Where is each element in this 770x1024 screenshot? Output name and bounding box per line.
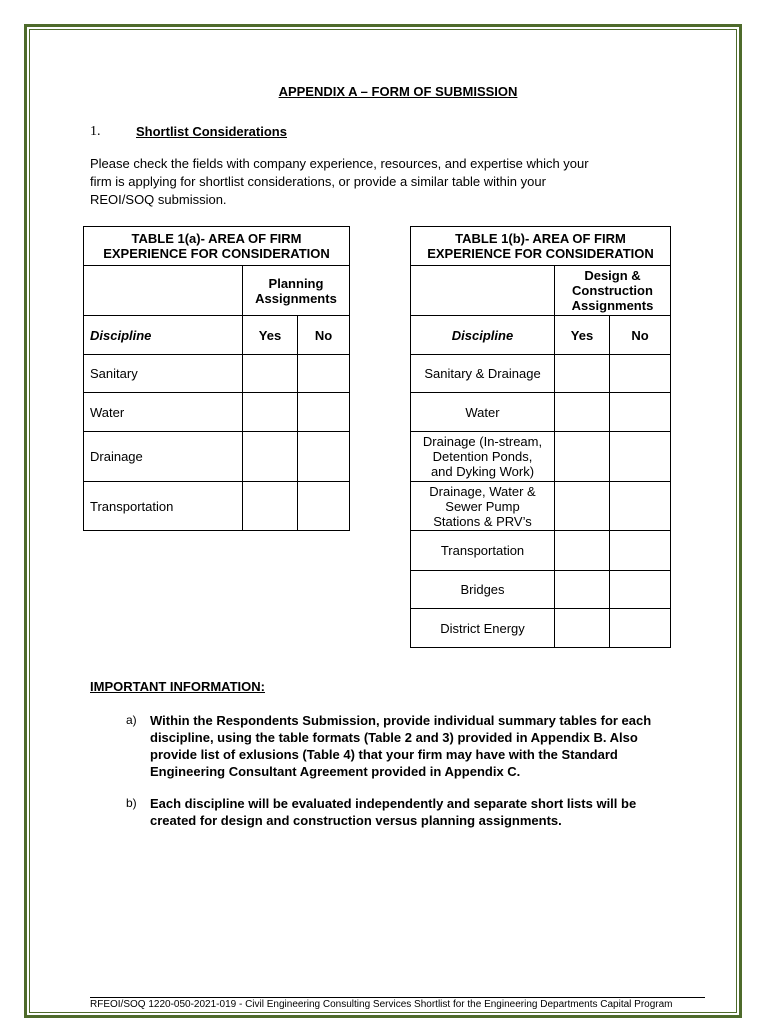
table-1b-no-checkbox[interactable] [610, 531, 671, 571]
intro-line: REOI/SOQ submission. [90, 192, 227, 207]
table-row [84, 355, 350, 393]
table-1b-no-checkbox[interactable] [610, 355, 671, 393]
table-1b-no-checkbox[interactable] [610, 571, 671, 609]
table-1b-discipline: Transportation [411, 531, 555, 571]
table-1a-discipline: Sanitary [84, 355, 243, 393]
table-1b-blank-header [411, 266, 555, 316]
table-row [84, 393, 350, 432]
table-1a-title: TABLE 1(a)- AREA OF FIRM EXPERIENCE FOR CONSIDERATION [84, 227, 350, 266]
section-number: 1. [90, 124, 101, 139]
table-1b-no-checkbox[interactable] [610, 393, 671, 432]
intro-line: Please check the fields with company experience, resources, and expertise which your [90, 156, 589, 171]
table-1b-no-checkbox[interactable] [610, 482, 671, 531]
table-row [411, 355, 671, 393]
table-1a-discipline: Water [84, 393, 243, 432]
table-1b-yes-checkbox[interactable] [555, 482, 610, 531]
table-row [411, 432, 671, 482]
table-row [84, 432, 350, 482]
table-1a-blank-header [84, 266, 243, 316]
table-1b-yes-checkbox[interactable] [555, 571, 610, 609]
table-1b-discipline: Bridges [411, 571, 555, 609]
table-1b-title: TABLE 1(b)- AREA OF FIRM EXPERIENCE FOR CONSIDERATION [411, 227, 671, 266]
page-title: APPENDIX A – FORM OF SUBMISSION [278, 84, 518, 99]
table-1b-yes-checkbox[interactable] [555, 432, 610, 482]
table-1b-group-header: Design & Construction Assignments [555, 266, 671, 316]
table-1b-discipline: Drainage, Water & Sewer Pump Stations & PRV’s [411, 482, 555, 531]
item-text: Each discipline will be evaluated independently and separate short lists will be created for design and construction versus planning assignments. [150, 796, 637, 828]
table-1b-yes-checkbox[interactable] [555, 531, 610, 571]
table-row [411, 393, 671, 432]
table-1a-no-checkbox[interactable] [298, 432, 350, 482]
table-1a [83, 226, 350, 531]
footer-divider [90, 997, 705, 998]
table-row [84, 482, 350, 531]
page-footer: RFEOI/SOQ 1220-050-2021-019 - Civil Engineering Consulting Services Shortlist for the Engineering Departments Capital Program [90, 999, 673, 1010]
item-text: Within the Respondents Submission, provide individual summary tables for each discipline, using the table formats (Table 2 and 3) provided in Appendix B. Also provide list of exlusions (Table 4) that your firm may have with the Standard Engineering Consultant Agreement provided in Appendix C. [150, 713, 652, 779]
section-title: Shortlist Considerations [136, 124, 287, 139]
table-1b-discipline: District Energy [411, 609, 555, 648]
item-label: a) [126, 713, 137, 727]
table-1a-discipline: Transportation [84, 482, 243, 531]
table-1a-discipline: Drainage [84, 432, 243, 482]
intro-paragraph [90, 155, 650, 209]
item-label: b) [126, 796, 137, 810]
table-1b-discipline: Sanitary & Drainage [411, 355, 555, 393]
table-1a-yes-checkbox[interactable] [243, 355, 298, 393]
important-heading: IMPORTANT INFORMATION: [90, 679, 265, 694]
table-1a-no-checkbox[interactable] [298, 482, 350, 531]
table-1b-discipline: Water [411, 393, 555, 432]
table-1b-discipline-header: Discipline [411, 316, 555, 355]
table-1a-yes-header: Yes [243, 316, 298, 355]
table-1b-no-checkbox[interactable] [610, 609, 671, 648]
table-1a-discipline-header: Discipline [84, 316, 243, 355]
table-row [411, 609, 671, 648]
table-1b-yes-checkbox[interactable] [555, 393, 610, 432]
table-1a-yes-checkbox[interactable] [243, 393, 298, 432]
table-1a-no-checkbox[interactable] [298, 393, 350, 432]
table-1a-group-header: Planning Assignments [243, 266, 350, 316]
table-1b-yes-header: Yes [555, 316, 610, 355]
table-1a-yes-checkbox[interactable] [243, 482, 298, 531]
table-1b-yes-checkbox[interactable] [555, 355, 610, 393]
table-1a-no-header: No [298, 316, 350, 355]
table-1a-no-checkbox[interactable] [298, 355, 350, 393]
table-1a-yes-checkbox[interactable] [243, 432, 298, 482]
table-1b [410, 226, 671, 648]
table-1b-no-checkbox[interactable] [610, 432, 671, 482]
table-row [411, 482, 671, 531]
table-1b-yes-checkbox[interactable] [555, 609, 610, 648]
table-row [411, 531, 671, 571]
intro-line: firm is applying for shortlist considerations, or provide a similar table within your [90, 174, 546, 189]
table-1b-no-header: No [610, 316, 671, 355]
table-row [411, 571, 671, 609]
table-1b-discipline: Drainage (In-stream, Detention Ponds, and Dyking Work) [411, 432, 555, 482]
